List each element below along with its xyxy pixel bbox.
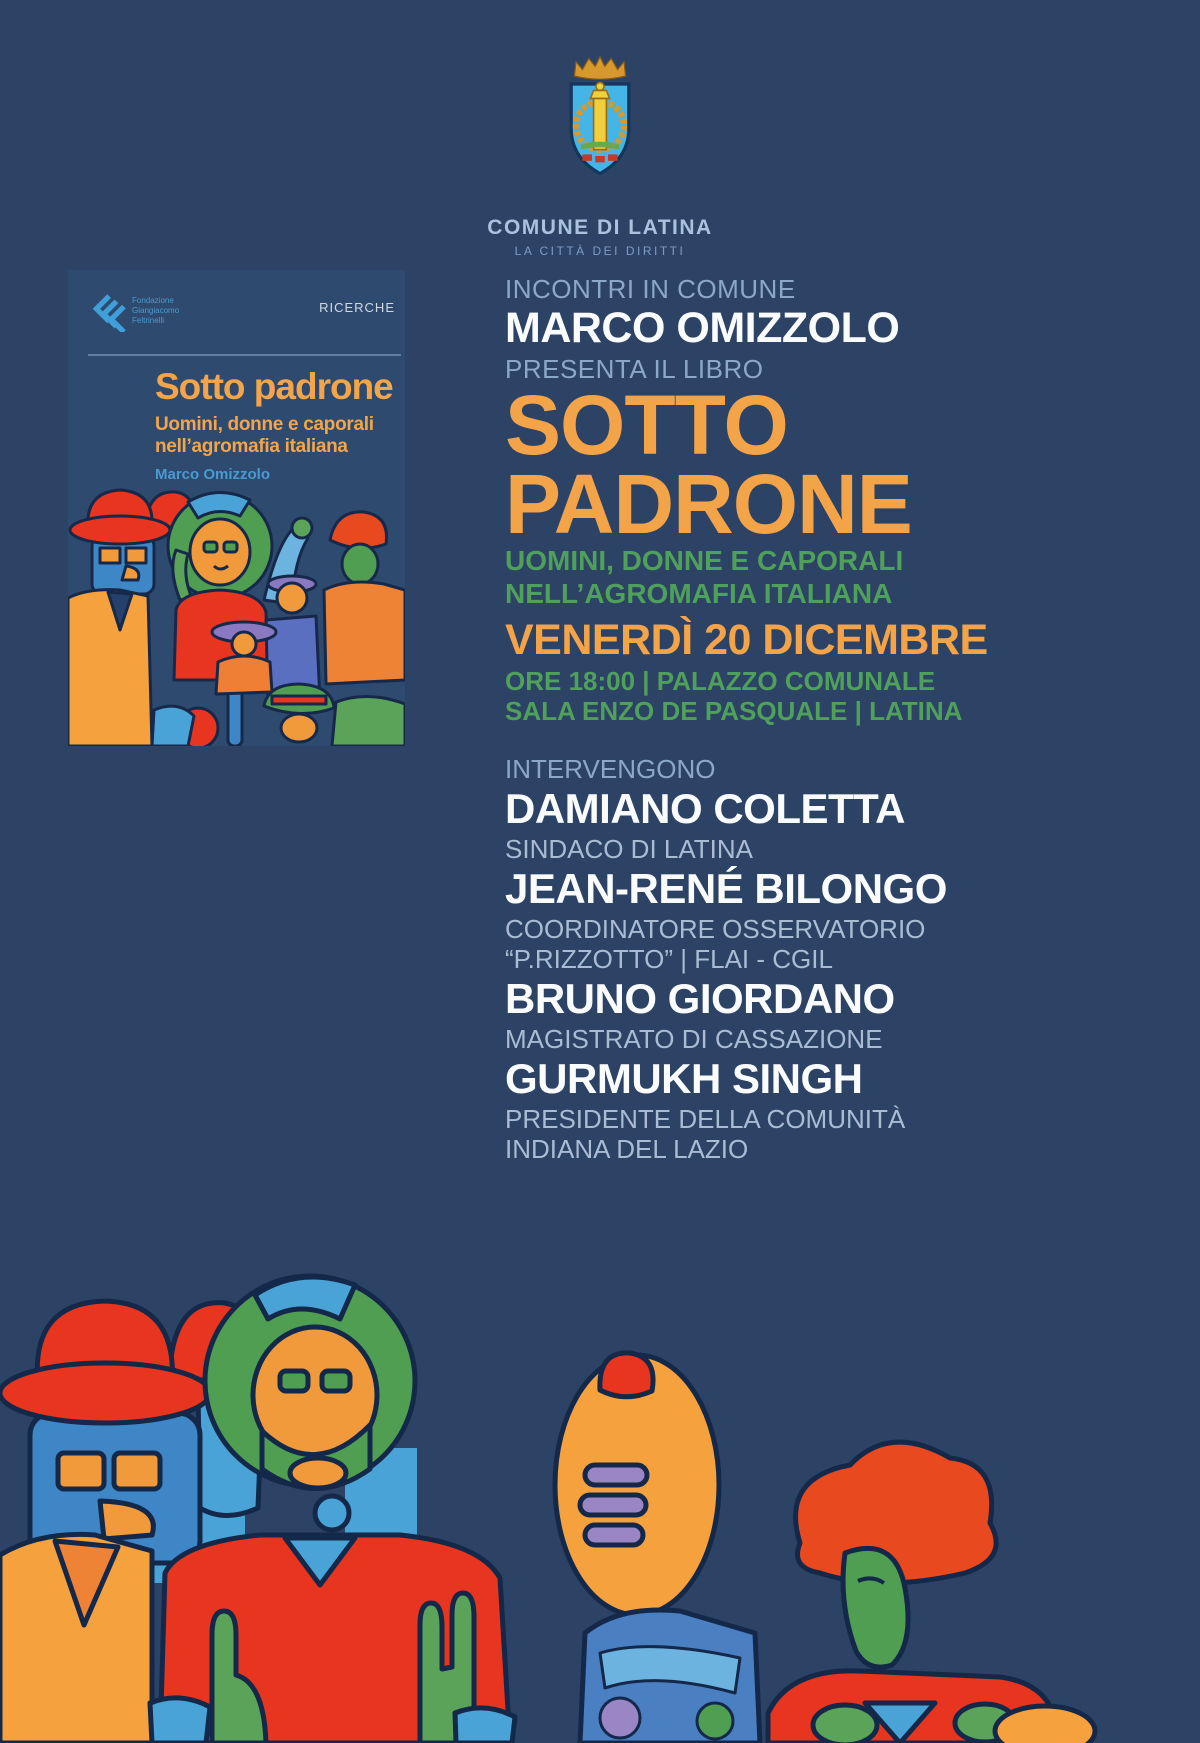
speaker-item xyxy=(505,1054,1065,1164)
speaker-item xyxy=(505,864,1065,974)
comune-di-latina-crest-icon xyxy=(552,40,648,192)
event-subtitle-line1: UOMINI, DONNE E CAPORALI xyxy=(505,545,904,576)
event-title-line1: SOTTO xyxy=(505,378,788,472)
event-subtitle-line2: NELL’AGROMAFIA ITALIANA xyxy=(505,578,893,609)
event-room-city: SALA ENZO DE PASQUALE | LATINA xyxy=(505,696,963,726)
speaker-role: “P.RIZZOTTO” | FLAI - CGIL xyxy=(505,944,833,974)
speaker-item xyxy=(505,784,1065,864)
speaker-role: PRESIDENTE DELLA COMUNITÀ xyxy=(505,1104,906,1134)
book-cover xyxy=(68,270,405,746)
publisher-line: Feltrinelli xyxy=(132,316,165,325)
speaker-role: MAGISTRATO DI CASSAZIONE xyxy=(505,1024,883,1054)
cover-crowd-illustration xyxy=(68,480,405,746)
speaker-name: BRUNO GIORDANO xyxy=(505,975,895,1022)
organization-name: COMUNE DI LATINA xyxy=(487,216,713,239)
event-title-line2: PADRONE xyxy=(505,457,912,551)
cover-divider xyxy=(88,354,401,356)
book-author: Marco Omizzolo xyxy=(155,466,271,483)
presents-label: PRESENTA IL LIBRO xyxy=(505,354,764,384)
book-subtitle: Uomini, donne e caporali nell’agromafia italiana xyxy=(155,414,374,458)
speakers-heading: INTERVENGONO xyxy=(505,754,716,784)
speaker-name: GURMUKH SINGH xyxy=(505,1055,863,1102)
event-date: VENERDÌ 20 DICEMBRE xyxy=(505,616,988,664)
feltrinelli-logo-icon xyxy=(88,294,126,332)
event-details xyxy=(505,274,1065,1164)
organization-tagline: LA CITTÀ DEI DIRITTI xyxy=(514,244,686,258)
event-kicker: INCONTRI IN COMUNE xyxy=(505,274,796,304)
publisher-line: Fondazione xyxy=(132,296,174,305)
cover-header xyxy=(88,294,395,332)
speaker-name: DAMIANO COLETTA xyxy=(505,785,906,832)
book-series-label: RICERCHE xyxy=(319,300,395,315)
main-speaker-name: MARCO OMIZZOLO xyxy=(505,304,900,352)
speaker-role: COORDINATORE OSSERVATORIO xyxy=(505,914,926,944)
crowd-illustration xyxy=(0,1273,1200,1743)
speaker-role: INDIANA DEL LAZIO xyxy=(505,1134,749,1164)
publisher-line: Giangiacomo xyxy=(132,306,180,315)
speaker-role: SINDACO DI LATINA xyxy=(505,834,754,864)
book-title: Sotto padrone xyxy=(155,366,393,407)
speaker-name: JEAN-RENÉ BILONGO xyxy=(505,865,947,912)
speaker-item xyxy=(505,974,1065,1054)
publisher-block xyxy=(88,294,179,332)
event-time-venue: ORE 18:00 | PALAZZO COMUNALE xyxy=(505,666,936,696)
publisher-name xyxy=(132,296,179,326)
